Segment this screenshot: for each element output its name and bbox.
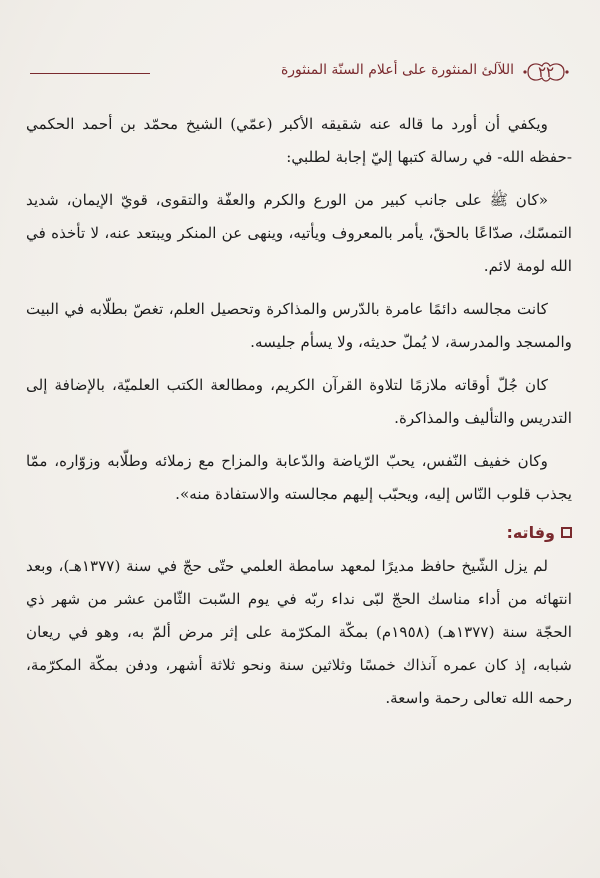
quote-paragraph-3: كان جُلّ أوقاته ملازمًا لتلاوة القرآن الكريم، ومطالعة الكتب العلميّة، بالإضافة إلى التدريس والتأليف والمذاكرة. [26,376,572,427]
page-body [26,108,572,725]
death-paragraph: لم يزل الشّيخ حافظ مديرًا لمعهد سامطة العلمي حتّى حجّ في سنة (١٣٧٧هـ)، وبعد انتهائه من أداء مناسك الحجّ لبّى نداء ربّه في يوم السّبت الثّامن عشر من شهر ذي الحجّة سنة (١٣٧٧هـ) (١٩٥٨م) بمكّة المكرّمة على إثر مرض ألمّ به، وهو في ريعان شبابه، إذ كان عمره آنذاك خمسًا وثلاثين سنة ونحو ثلاثة أشهر، ودفن بمكّة المكرّمة، رحمه الله تعالى رحمة واسعة. [26,557,572,707]
quote-paragraph-1: «كان ﷺ على جانب كبير من الورع والكرم والعفّة والتقوى، قويّ الإيمان، شديد التمسّك، صدّاعًا بالحقّ، يأمر بالمعروف ويأتيه، وينهى عن المنكر ويبتعد عنه، لا تأخذه في الله لومة لائم. [26,191,572,275]
header-divider [30,73,150,74]
section-heading-text: وفاته: [506,523,555,542]
running-title: اللآلئ المنثورة على أعلام السنّة المنثورة [280,62,514,78]
section-heading [26,523,572,542]
quote-paragraph-2: كانت مجالسه دائمًا عامرة بالدّرس والمذاكرة وتحصيل العلم، تغصّ بطلّابه في البيت والمسجد والمدرسة، لا يُملّ حديثه، ولا يسأم جليسه. [26,300,572,351]
quote-paragraph-4: وكان خفيف النّفس، يحبّ الرّياضة والدّعابة والمزاح مع زملائه وطلّابه وزوّاره، ممّا يجذب قلوب النّاس إليه، ويحبّب إليهم مجالسته والاستفادة منه». [26,452,572,503]
page-header [30,52,570,92]
page-number: ٢٢ [537,63,555,81]
square-bullet-icon [561,527,572,538]
intro-paragraph: ويكفي أن أورد ما قاله عنه شقيقه الأكبر (عمّي) الشيخ محمّد بن أحمد الحكمي -حفظه الله- في رسالة كتبها إليّ إجابة لطلبي: [26,115,572,166]
